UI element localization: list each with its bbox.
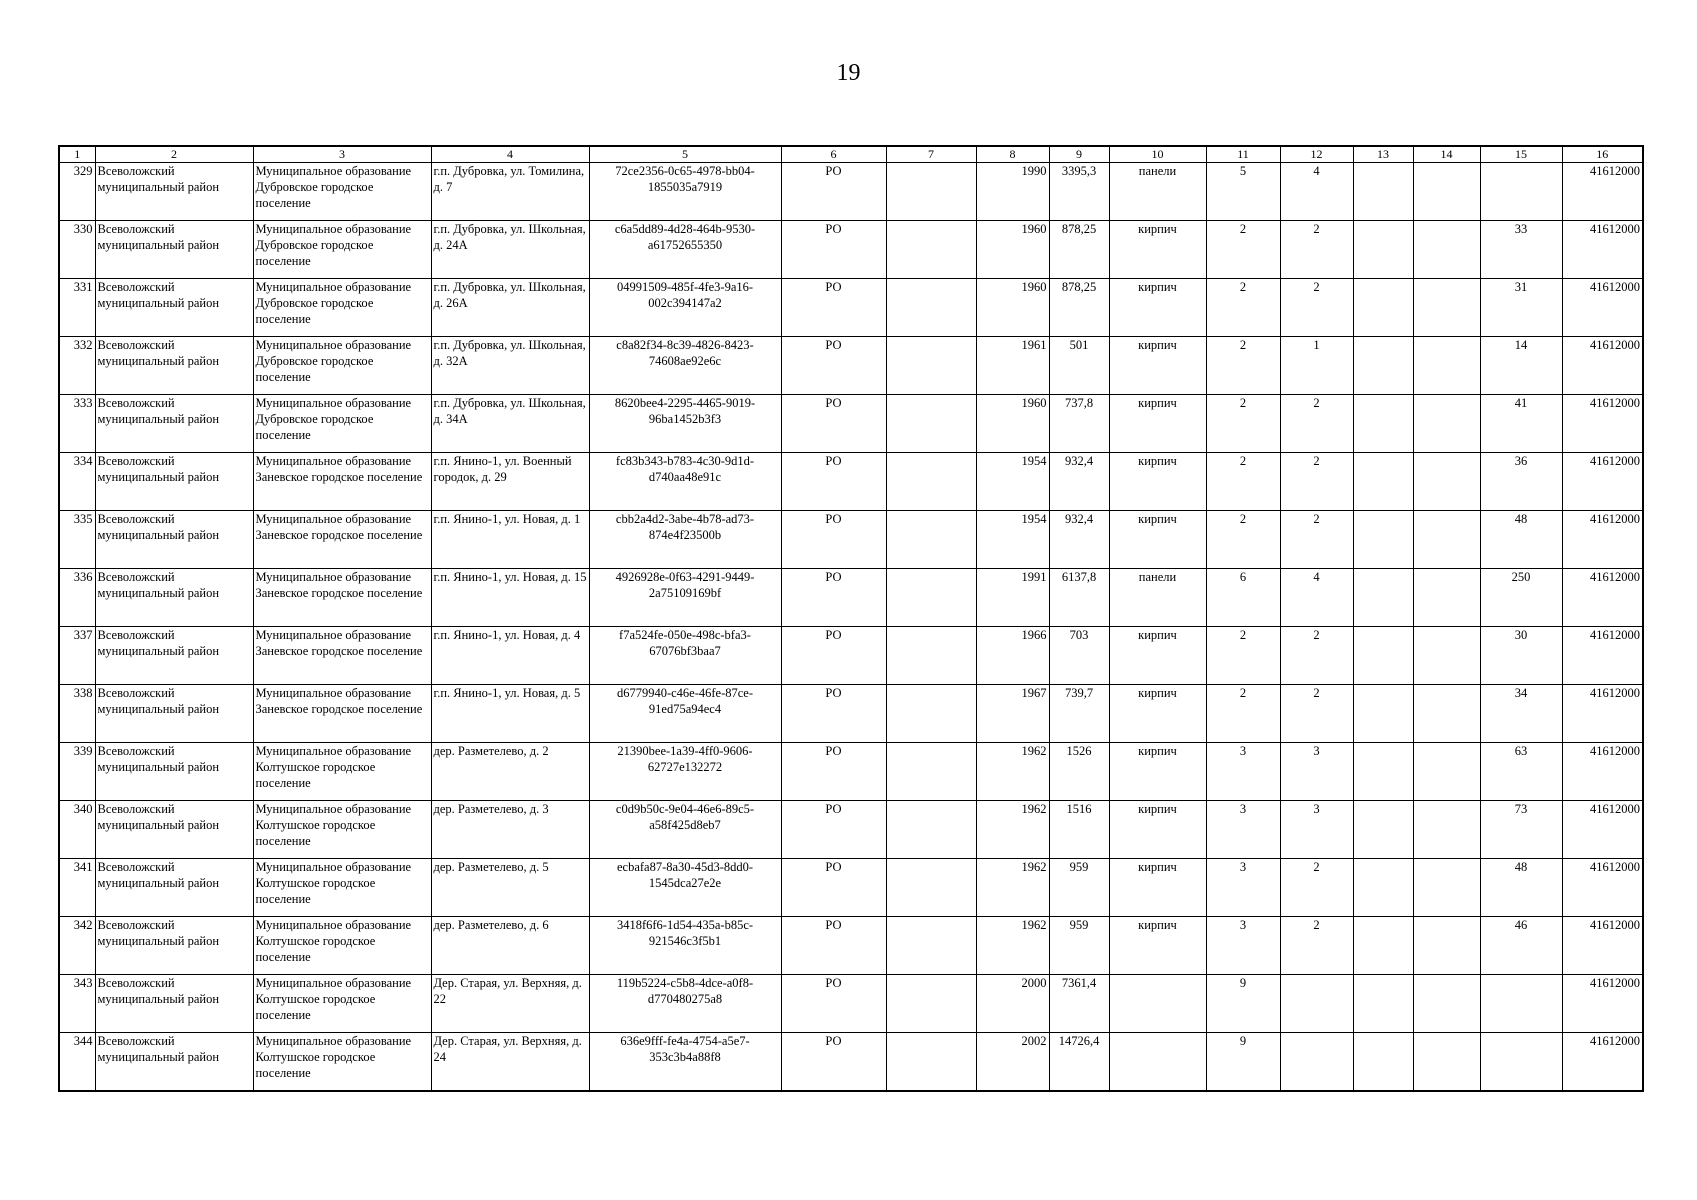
cell-c12: 3 bbox=[1280, 743, 1353, 801]
column-header-6: 6 bbox=[781, 146, 886, 163]
cell-c6: РО bbox=[781, 917, 886, 975]
cell-c16: 41612000 bbox=[1562, 627, 1643, 685]
cell-c16: 41612000 bbox=[1562, 569, 1643, 627]
cell-c15: 63 bbox=[1480, 743, 1562, 801]
cell-c13 bbox=[1353, 337, 1413, 395]
table-row bbox=[59, 511, 1643, 569]
cell-c16: 41612000 bbox=[1562, 163, 1643, 221]
cell-c12: 2 bbox=[1280, 395, 1353, 453]
cell-c10: кирпич bbox=[1109, 917, 1206, 975]
cell-c5: 4926928e-0f63-4291-9449-2a75109169bf bbox=[589, 569, 781, 627]
cell-c5: ecbafa87-8a30-45d3-8dd0-1545dca27e2e bbox=[589, 859, 781, 917]
cell-c5: c0d9b50c-9e04-46e6-89c5-a58f425d8eb7 bbox=[589, 801, 781, 859]
cell-c3: Муниципальное образование Колтушское городское поселение bbox=[253, 1033, 431, 1091]
cell-c6: РО bbox=[781, 975, 886, 1033]
cell-c14 bbox=[1413, 279, 1480, 337]
page-number: 19 bbox=[836, 60, 861, 86]
cell-c13 bbox=[1353, 569, 1413, 627]
cell-c11: 2 bbox=[1206, 453, 1280, 511]
cell-c11: 2 bbox=[1206, 395, 1280, 453]
column-header-3: 3 bbox=[253, 146, 431, 163]
cell-c3: Муниципальное образование Колтушское городское поселение bbox=[253, 859, 431, 917]
cell-c15 bbox=[1480, 1033, 1562, 1091]
cell-c11: 2 bbox=[1206, 221, 1280, 279]
cell-c2: Всеволожский муниципальный район bbox=[95, 221, 253, 279]
cell-c10: панели bbox=[1109, 569, 1206, 627]
cell-c4: г.п. Дубровка, ул. Школьная, д. 32А bbox=[431, 337, 589, 395]
cell-c8: 2002 bbox=[976, 1033, 1049, 1091]
cell-c9: 737,8 bbox=[1049, 395, 1109, 453]
cell-c13 bbox=[1353, 627, 1413, 685]
cell-c4: г.п. Дубровка, ул. Школьная, д. 34А bbox=[431, 395, 589, 453]
cell-c5: c6a5dd89-4d28-464b-9530-a61752655350 bbox=[589, 221, 781, 279]
cell-c13 bbox=[1353, 917, 1413, 975]
cell-c16: 41612000 bbox=[1562, 917, 1643, 975]
cell-c4: г.п. Янино-1, ул. Новая, д. 5 bbox=[431, 685, 589, 743]
column-header-7: 7 bbox=[886, 146, 976, 163]
cell-n: 330 bbox=[59, 221, 95, 279]
cell-c9: 1526 bbox=[1049, 743, 1109, 801]
cell-c3: Муниципальное образование Колтушское городское поселение bbox=[253, 975, 431, 1033]
cell-c9: 959 bbox=[1049, 917, 1109, 975]
cell-c14 bbox=[1413, 395, 1480, 453]
column-header-12: 12 bbox=[1280, 146, 1353, 163]
cell-c14 bbox=[1413, 743, 1480, 801]
cell-c10: кирпич bbox=[1109, 801, 1206, 859]
cell-c3: Муниципальное образование Дубровское городское поселение bbox=[253, 221, 431, 279]
column-header-16: 16 bbox=[1562, 146, 1643, 163]
cell-c6: РО bbox=[781, 569, 886, 627]
cell-c12: 4 bbox=[1280, 163, 1353, 221]
cell-c10: кирпич bbox=[1109, 685, 1206, 743]
cell-c8: 1954 bbox=[976, 511, 1049, 569]
cell-c16: 41612000 bbox=[1562, 801, 1643, 859]
cell-c5: c8a82f34-8c39-4826-8423-74608ae92e6c bbox=[589, 337, 781, 395]
cell-c8: 1960 bbox=[976, 221, 1049, 279]
cell-c11: 3 bbox=[1206, 743, 1280, 801]
cell-c8: 1960 bbox=[976, 395, 1049, 453]
table-row bbox=[59, 453, 1643, 511]
cell-c7 bbox=[886, 337, 976, 395]
cell-c6: РО bbox=[781, 279, 886, 337]
cell-c4: дер. Разметелево, д. 2 bbox=[431, 743, 589, 801]
cell-c2: Всеволожский муниципальный район bbox=[95, 395, 253, 453]
cell-c9: 501 bbox=[1049, 337, 1109, 395]
cell-c7 bbox=[886, 569, 976, 627]
column-header-1: 1 bbox=[59, 146, 95, 163]
cell-c6: РО bbox=[781, 1033, 886, 1091]
table-row bbox=[59, 917, 1643, 975]
cell-c2: Всеволожский муниципальный район bbox=[95, 1033, 253, 1091]
cell-c7 bbox=[886, 801, 976, 859]
table-row bbox=[59, 975, 1643, 1033]
cell-c16: 41612000 bbox=[1562, 859, 1643, 917]
cell-c7 bbox=[886, 163, 976, 221]
cell-c8: 1967 bbox=[976, 685, 1049, 743]
cell-c16: 41612000 bbox=[1562, 511, 1643, 569]
cell-c8: 2000 bbox=[976, 975, 1049, 1033]
cell-c15: 30 bbox=[1480, 627, 1562, 685]
column-header-2: 2 bbox=[95, 146, 253, 163]
cell-c15: 250 bbox=[1480, 569, 1562, 627]
cell-c16: 41612000 bbox=[1562, 975, 1643, 1033]
table-row bbox=[59, 279, 1643, 337]
cell-c10: кирпич bbox=[1109, 627, 1206, 685]
cell-c6: РО bbox=[781, 163, 886, 221]
cell-c7 bbox=[886, 453, 976, 511]
cell-c14 bbox=[1413, 627, 1480, 685]
cell-n: 335 bbox=[59, 511, 95, 569]
table-row bbox=[59, 163, 1643, 221]
cell-c4: дер. Разметелево, д. 3 bbox=[431, 801, 589, 859]
table-row bbox=[59, 221, 1643, 279]
cell-n: 337 bbox=[59, 627, 95, 685]
cell-c9: 932,4 bbox=[1049, 453, 1109, 511]
cell-c10: кирпич bbox=[1109, 337, 1206, 395]
column-header-14: 14 bbox=[1413, 146, 1480, 163]
cell-c11: 3 bbox=[1206, 859, 1280, 917]
cell-c6: РО bbox=[781, 453, 886, 511]
cell-c3: Муниципальное образование Дубровское городское поселение bbox=[253, 395, 431, 453]
cell-c6: РО bbox=[781, 743, 886, 801]
cell-c9: 3395,3 bbox=[1049, 163, 1109, 221]
cell-n: 333 bbox=[59, 395, 95, 453]
cell-c11: 3 bbox=[1206, 917, 1280, 975]
cell-c10: панели bbox=[1109, 163, 1206, 221]
cell-c15 bbox=[1480, 975, 1562, 1033]
cell-c8: 1960 bbox=[976, 279, 1049, 337]
cell-c7 bbox=[886, 685, 976, 743]
cell-c4: дер. Разметелево, д. 5 bbox=[431, 859, 589, 917]
cell-c13 bbox=[1353, 975, 1413, 1033]
cell-c2: Всеволожский муниципальный район bbox=[95, 685, 253, 743]
cell-c12: 2 bbox=[1280, 859, 1353, 917]
cell-c15: 41 bbox=[1480, 395, 1562, 453]
cell-c13 bbox=[1353, 801, 1413, 859]
cell-c8: 1962 bbox=[976, 743, 1049, 801]
cell-c8: 1954 bbox=[976, 453, 1049, 511]
cell-c2: Всеволожский муниципальный район bbox=[95, 975, 253, 1033]
cell-c13 bbox=[1353, 743, 1413, 801]
cell-c13 bbox=[1353, 511, 1413, 569]
cell-c10: кирпич bbox=[1109, 859, 1206, 917]
cell-c3: Муниципальное образование Заневское городское поселение bbox=[253, 627, 431, 685]
cell-c13 bbox=[1353, 279, 1413, 337]
cell-c10: кирпич bbox=[1109, 511, 1206, 569]
cell-c2: Всеволожский муниципальный район bbox=[95, 627, 253, 685]
cell-c3: Муниципальное образование Заневское городское поселение bbox=[253, 685, 431, 743]
cell-c13 bbox=[1353, 221, 1413, 279]
cell-c16: 41612000 bbox=[1562, 453, 1643, 511]
cell-c7 bbox=[886, 917, 976, 975]
cell-c8: 1990 bbox=[976, 163, 1049, 221]
cell-c6: РО bbox=[781, 221, 886, 279]
cell-c16: 41612000 bbox=[1562, 221, 1643, 279]
housing-registry-table bbox=[58, 145, 1644, 1092]
cell-c10 bbox=[1109, 975, 1206, 1033]
table-row bbox=[59, 801, 1643, 859]
cell-c14 bbox=[1413, 859, 1480, 917]
cell-c3: Муниципальное образование Колтушское городское поселение bbox=[253, 743, 431, 801]
cell-c4: г.п. Янино-1, ул. Новая, д. 15 bbox=[431, 569, 589, 627]
cell-c9: 878,25 bbox=[1049, 279, 1109, 337]
cell-c11: 6 bbox=[1206, 569, 1280, 627]
cell-c4: г.п. Янино-1, ул. Военный городок, д. 29 bbox=[431, 453, 589, 511]
cell-c14 bbox=[1413, 453, 1480, 511]
cell-n: 340 bbox=[59, 801, 95, 859]
cell-c10 bbox=[1109, 1033, 1206, 1091]
cell-n: 336 bbox=[59, 569, 95, 627]
cell-c14 bbox=[1413, 569, 1480, 627]
cell-c13 bbox=[1353, 1033, 1413, 1091]
cell-c16: 41612000 bbox=[1562, 685, 1643, 743]
cell-c15: 34 bbox=[1480, 685, 1562, 743]
column-header-4: 4 bbox=[431, 146, 589, 163]
cell-n: 329 bbox=[59, 163, 95, 221]
cell-c12: 2 bbox=[1280, 917, 1353, 975]
cell-c11: 3 bbox=[1206, 801, 1280, 859]
cell-c13 bbox=[1353, 685, 1413, 743]
cell-c9: 878,25 bbox=[1049, 221, 1109, 279]
cell-c10: кирпич bbox=[1109, 743, 1206, 801]
cell-c3: Муниципальное образование Заневское городское поселение bbox=[253, 511, 431, 569]
cell-c16: 41612000 bbox=[1562, 1033, 1643, 1091]
table-row bbox=[59, 859, 1643, 917]
cell-c3: Муниципальное образование Колтушское городское поселение bbox=[253, 801, 431, 859]
cell-c6: РО bbox=[781, 801, 886, 859]
cell-c15: 48 bbox=[1480, 511, 1562, 569]
cell-c4: дер. Разметелево, д. 6 bbox=[431, 917, 589, 975]
cell-n: 341 bbox=[59, 859, 95, 917]
cell-c8: 1962 bbox=[976, 801, 1049, 859]
header-row bbox=[59, 146, 1643, 163]
cell-n: 339 bbox=[59, 743, 95, 801]
cell-c16: 41612000 bbox=[1562, 279, 1643, 337]
cell-c7 bbox=[886, 511, 976, 569]
column-header-5: 5 bbox=[589, 146, 781, 163]
cell-n: 338 bbox=[59, 685, 95, 743]
cell-c2: Всеволожский муниципальный район bbox=[95, 511, 253, 569]
cell-c4: г.п. Дубровка, ул. Школьная, д. 26А bbox=[431, 279, 589, 337]
cell-c4: г.п. Янино-1, ул. Новая, д. 4 bbox=[431, 627, 589, 685]
cell-c12 bbox=[1280, 1033, 1353, 1091]
cell-n: 343 bbox=[59, 975, 95, 1033]
cell-c11: 9 bbox=[1206, 975, 1280, 1033]
cell-c3: Муниципальное образование Заневское городское поселение bbox=[253, 569, 431, 627]
cell-c7 bbox=[886, 743, 976, 801]
cell-c14 bbox=[1413, 221, 1480, 279]
cell-n: 334 bbox=[59, 453, 95, 511]
cell-c11: 2 bbox=[1206, 337, 1280, 395]
cell-c5: 636e9fff-fe4a-4754-a5e7-353c3b4a88f8 bbox=[589, 1033, 781, 1091]
table-row bbox=[59, 1033, 1643, 1091]
cell-c12: 2 bbox=[1280, 627, 1353, 685]
cell-c11: 2 bbox=[1206, 685, 1280, 743]
cell-c16: 41612000 bbox=[1562, 337, 1643, 395]
cell-c12: 2 bbox=[1280, 453, 1353, 511]
cell-c10: кирпич bbox=[1109, 395, 1206, 453]
cell-c10: кирпич bbox=[1109, 279, 1206, 337]
cell-c15: 31 bbox=[1480, 279, 1562, 337]
cell-c9: 1516 bbox=[1049, 801, 1109, 859]
cell-c4: г.п. Янино-1, ул. Новая, д. 1 bbox=[431, 511, 589, 569]
cell-c2: Всеволожский муниципальный район bbox=[95, 337, 253, 395]
cell-c13 bbox=[1353, 163, 1413, 221]
cell-c2: Всеволожский муниципальный район bbox=[95, 743, 253, 801]
cell-c9: 703 bbox=[1049, 627, 1109, 685]
cell-c11: 2 bbox=[1206, 627, 1280, 685]
cell-c9: 7361,4 bbox=[1049, 975, 1109, 1033]
cell-c7 bbox=[886, 395, 976, 453]
table-row bbox=[59, 627, 1643, 685]
cell-c2: Всеволожский муниципальный район bbox=[95, 279, 253, 337]
cell-c8: 1991 bbox=[976, 569, 1049, 627]
cell-c3: Муниципальное образование Дубровское городское поселение bbox=[253, 163, 431, 221]
table-row bbox=[59, 395, 1643, 453]
cell-c6: РО bbox=[781, 337, 886, 395]
cell-c5: d6779940-c46e-46fe-87ce-91ed75a94ec4 bbox=[589, 685, 781, 743]
cell-c8: 1966 bbox=[976, 627, 1049, 685]
cell-c11: 2 bbox=[1206, 511, 1280, 569]
table-row bbox=[59, 685, 1643, 743]
cell-c13 bbox=[1353, 395, 1413, 453]
cell-c5: fc83b343-b783-4c30-9d1d-d740aa48e91c bbox=[589, 453, 781, 511]
cell-c15: 46 bbox=[1480, 917, 1562, 975]
cell-c12: 2 bbox=[1280, 221, 1353, 279]
cell-c14 bbox=[1413, 685, 1480, 743]
cell-c7 bbox=[886, 1033, 976, 1091]
cell-c2: Всеволожский муниципальный район bbox=[95, 801, 253, 859]
cell-c15: 33 bbox=[1480, 221, 1562, 279]
cell-c7 bbox=[886, 627, 976, 685]
cell-c6: РО bbox=[781, 511, 886, 569]
column-header-10: 10 bbox=[1109, 146, 1206, 163]
cell-c16: 41612000 bbox=[1562, 395, 1643, 453]
column-header-15: 15 bbox=[1480, 146, 1562, 163]
cell-c5: 21390bee-1a39-4ff0-9606-62727e132272 bbox=[589, 743, 781, 801]
cell-c3: Муниципальное образование Дубровское городское поселение bbox=[253, 337, 431, 395]
cell-c8: 1962 bbox=[976, 917, 1049, 975]
column-header-8: 8 bbox=[976, 146, 1049, 163]
cell-c15: 14 bbox=[1480, 337, 1562, 395]
cell-c9: 14726,4 bbox=[1049, 1033, 1109, 1091]
cell-c4: г.п. Дубровка, ул. Томилина, д. 7 bbox=[431, 163, 589, 221]
cell-c2: Всеволожский муниципальный район bbox=[95, 453, 253, 511]
cell-c11: 2 bbox=[1206, 279, 1280, 337]
cell-c7 bbox=[886, 221, 976, 279]
cell-c14 bbox=[1413, 975, 1480, 1033]
cell-c16: 41612000 bbox=[1562, 743, 1643, 801]
cell-c9: 6137,8 bbox=[1049, 569, 1109, 627]
table-row bbox=[59, 337, 1643, 395]
cell-c15: 48 bbox=[1480, 859, 1562, 917]
cell-c6: РО bbox=[781, 859, 886, 917]
cell-c7 bbox=[886, 975, 976, 1033]
table-row bbox=[59, 569, 1643, 627]
cell-c14 bbox=[1413, 917, 1480, 975]
cell-n: 331 bbox=[59, 279, 95, 337]
cell-c11: 9 bbox=[1206, 1033, 1280, 1091]
cell-c12: 1 bbox=[1280, 337, 1353, 395]
cell-c11: 5 bbox=[1206, 163, 1280, 221]
cell-c15 bbox=[1480, 163, 1562, 221]
cell-c3: Муниципальное образование Заневское городское поселение bbox=[253, 453, 431, 511]
cell-c12: 4 bbox=[1280, 569, 1353, 627]
cell-c2: Всеволожский муниципальный район bbox=[95, 163, 253, 221]
cell-c9: 932,4 bbox=[1049, 511, 1109, 569]
cell-c3: Муниципальное образование Дубровское городское поселение bbox=[253, 279, 431, 337]
cell-c12: 2 bbox=[1280, 279, 1353, 337]
cell-c12: 2 bbox=[1280, 685, 1353, 743]
cell-c5: cbb2a4d2-3abe-4b78-ad73-874e4f23500b bbox=[589, 511, 781, 569]
cell-c13 bbox=[1353, 453, 1413, 511]
column-header-13: 13 bbox=[1353, 146, 1413, 163]
cell-c7 bbox=[886, 279, 976, 337]
cell-c5: 8620bee4-2295-4465-9019-96ba1452b3f3 bbox=[589, 395, 781, 453]
cell-n: 344 bbox=[59, 1033, 95, 1091]
cell-c2: Всеволожский муниципальный район bbox=[95, 569, 253, 627]
cell-n: 332 bbox=[59, 337, 95, 395]
cell-c12: 2 bbox=[1280, 511, 1353, 569]
cell-n: 342 bbox=[59, 917, 95, 975]
cell-c10: кирпич bbox=[1109, 221, 1206, 279]
cell-c3: Муниципальное образование Колтушское городское поселение bbox=[253, 917, 431, 975]
cell-c6: РО bbox=[781, 395, 886, 453]
cell-c6: РО bbox=[781, 627, 886, 685]
cell-c4: Дер. Старая, ул. Верхняя, д. 22 bbox=[431, 975, 589, 1033]
column-header-9: 9 bbox=[1049, 146, 1109, 163]
cell-c14 bbox=[1413, 337, 1480, 395]
cell-c7 bbox=[886, 859, 976, 917]
cell-c4: Дер. Старая, ул. Верхняя, д. 24 bbox=[431, 1033, 589, 1091]
table-row bbox=[59, 743, 1643, 801]
cell-c14 bbox=[1413, 163, 1480, 221]
cell-c12: 3 bbox=[1280, 801, 1353, 859]
cell-c6: РО bbox=[781, 685, 886, 743]
cell-c2: Всеволожский муниципальный район bbox=[95, 917, 253, 975]
table-body bbox=[59, 163, 1643, 1091]
column-header-11: 11 bbox=[1206, 146, 1280, 163]
cell-c4: г.п. Дубровка, ул. Школьная, д. 24А bbox=[431, 221, 589, 279]
cell-c8: 1962 bbox=[976, 859, 1049, 917]
cell-c5: 72ce2356-0c65-4978-bb04-1855035a7919 bbox=[589, 163, 781, 221]
cell-c14 bbox=[1413, 511, 1480, 569]
cell-c14 bbox=[1413, 1033, 1480, 1091]
cell-c5: 3418f6f6-1d54-435a-b85c-921546c3f5b1 bbox=[589, 917, 781, 975]
cell-c14 bbox=[1413, 801, 1480, 859]
cell-c15: 73 bbox=[1480, 801, 1562, 859]
cell-c9: 739,7 bbox=[1049, 685, 1109, 743]
cell-c15: 36 bbox=[1480, 453, 1562, 511]
cell-c12 bbox=[1280, 975, 1353, 1033]
cell-c9: 959 bbox=[1049, 859, 1109, 917]
cell-c10: кирпич bbox=[1109, 453, 1206, 511]
cell-c2: Всеволожский муниципальный район bbox=[95, 859, 253, 917]
cell-c5: 04991509-485f-4fe3-9a16-002c394147a2 bbox=[589, 279, 781, 337]
cell-c5: 119b5224-c5b8-4dce-a0f8-d770480275a8 bbox=[589, 975, 781, 1033]
cell-c8: 1961 bbox=[976, 337, 1049, 395]
cell-c5: f7a524fe-050e-498c-bfa3-67076bf3baa7 bbox=[589, 627, 781, 685]
cell-c13 bbox=[1353, 859, 1413, 917]
